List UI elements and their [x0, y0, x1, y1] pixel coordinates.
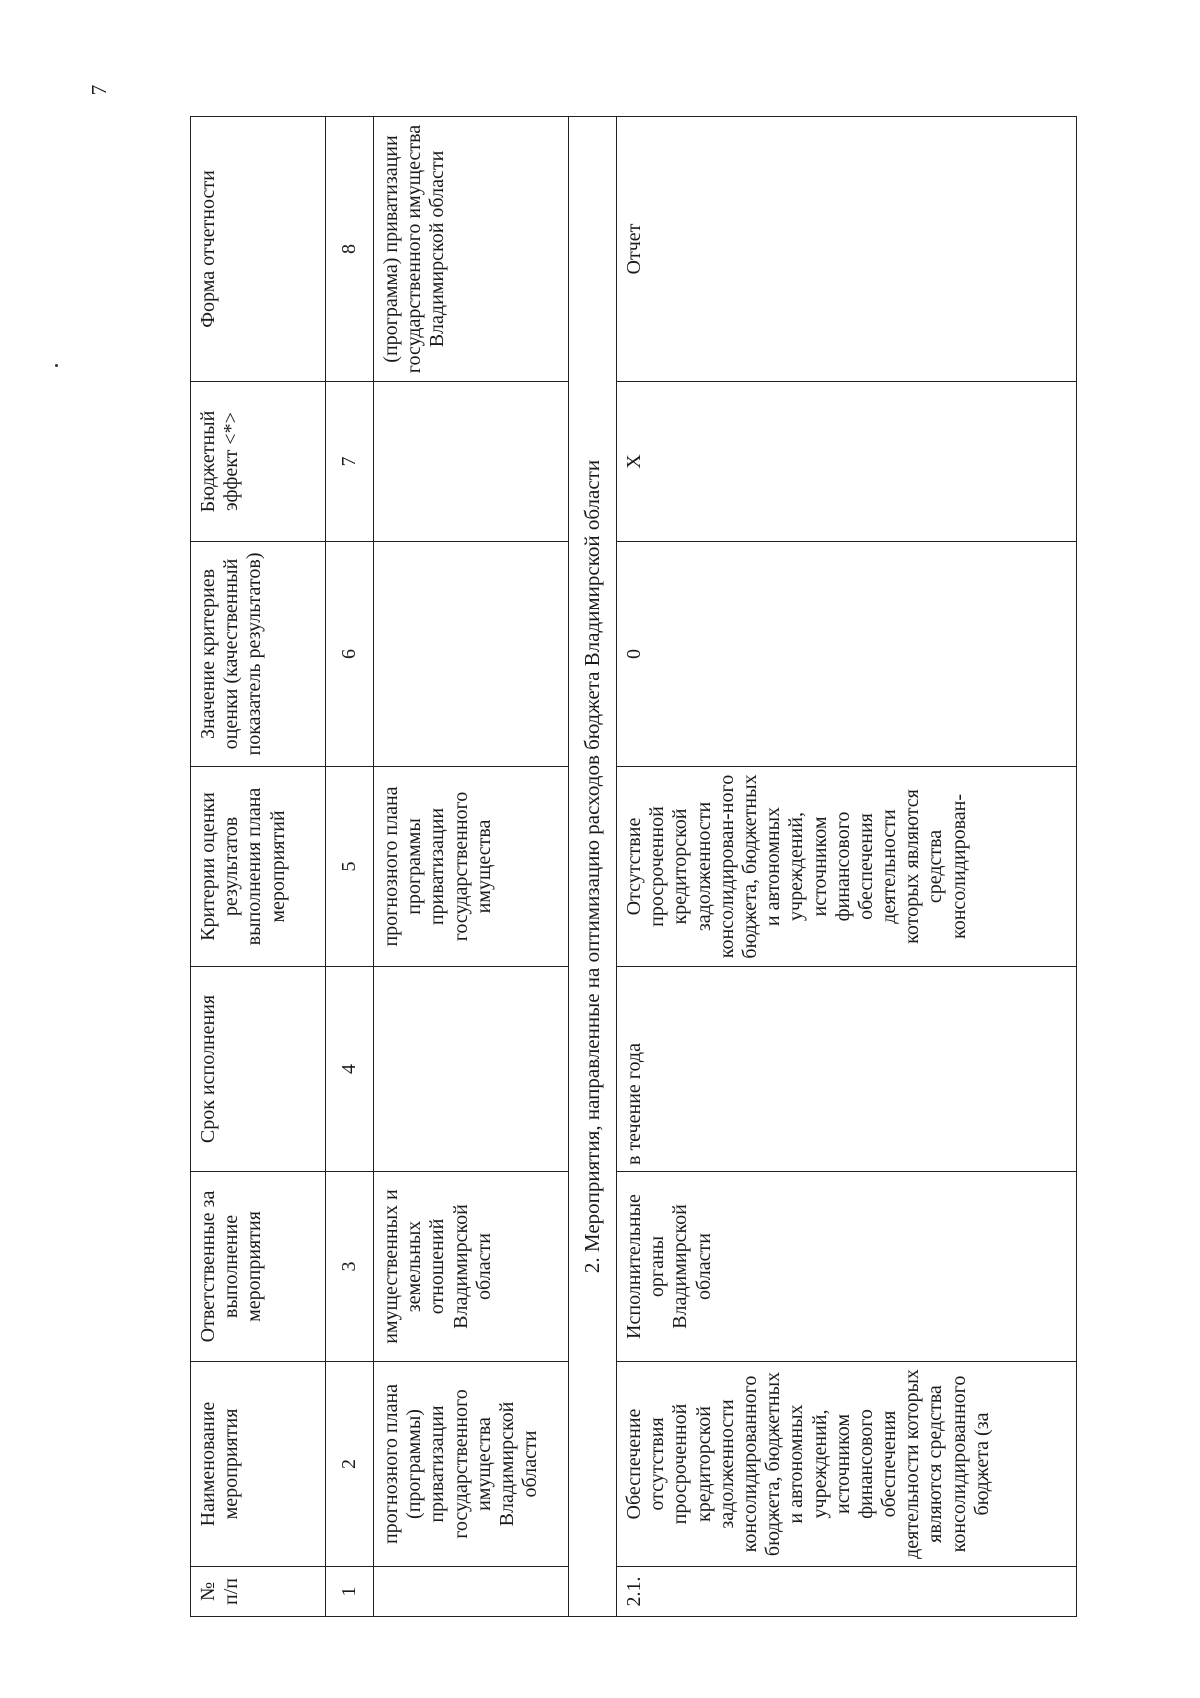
column-number-cell: 4 — [326, 967, 374, 1172]
table-cell: Х — [617, 382, 1077, 542]
column-number-cell: 3 — [326, 1172, 374, 1362]
column-number-cell: 7 — [326, 382, 374, 542]
table-cell — [374, 967, 569, 1172]
table-cell: (программа) приватизации государственного имущества Владимирской области — [374, 117, 569, 382]
header-row — [191, 117, 326, 1617]
rotated-table-container — [190, 117, 1080, 1617]
table-cell: Обеспечение отсутствия просроченной кредиторской задолженности консолидированного бюджета, бюджетных и автономных учреждений, источником финансового обеспечения деятельности которых являются средства консолидированного бюджета (за — [617, 1362, 1077, 1567]
column-number-cell: 8 — [326, 117, 374, 382]
scan-speck — [55, 364, 58, 367]
table-cell: прогнозного плана (программы) приватизации государственного имущества Владимирской области — [374, 1362, 569, 1567]
table-cell: имущественных и земельных отношений Владимирской области — [374, 1172, 569, 1362]
table-row — [617, 117, 1077, 1617]
table-cell: Отчет — [617, 117, 1077, 382]
table-cell: прогнозного плана программы приватизации государственного имущества — [374, 767, 569, 967]
table-cell — [374, 1567, 569, 1617]
table-cell: Исполнительные органы Владимирской области — [617, 1172, 1077, 1362]
header-cell: Срок исполнения — [191, 967, 326, 1172]
table-cell — [374, 382, 569, 542]
header-cell: № п/п — [191, 1567, 326, 1617]
table-cell: Отсутствие просроченной кредиторской задолженности консолидирован-ного бюджета, бюджетных и автономных учреждений, источником финансового обеспечения деятельности которых являются средства консолидирован- — [617, 767, 1077, 967]
table-cell: 2.1. — [617, 1567, 1077, 1617]
table-cell — [374, 542, 569, 767]
table-cell: 0 — [617, 542, 1077, 767]
header-cell: Значение критериев оценки (качественный показатель результатов) — [191, 542, 326, 767]
table-cell: в течение года — [617, 967, 1077, 1172]
header-cell: Наименование мероприятия — [191, 1362, 326, 1567]
header-cell: Форма отчетности — [191, 117, 326, 382]
measures-table — [190, 116, 1077, 1617]
header-cell: Бюджетный эффект <*> — [191, 382, 326, 542]
column-number-cell: 5 — [326, 767, 374, 967]
section-title: 2. Мероприятия, направленные на оптимизацию расходов бюджета Владимирской области — [569, 117, 617, 1617]
table-row — [374, 117, 569, 1617]
header-cell: Критерии оценки результатов выполнения плана мероприятий — [191, 767, 326, 967]
column-number-cell: 1 — [326, 1567, 374, 1617]
column-number-row — [326, 117, 374, 1617]
header-cell: Ответственные за выполнение мероприятия — [191, 1172, 326, 1362]
column-number-cell: 6 — [326, 542, 374, 767]
section-row — [569, 117, 617, 1617]
column-number-cell: 2 — [326, 1362, 374, 1567]
page-number: 7 — [87, 84, 111, 96]
